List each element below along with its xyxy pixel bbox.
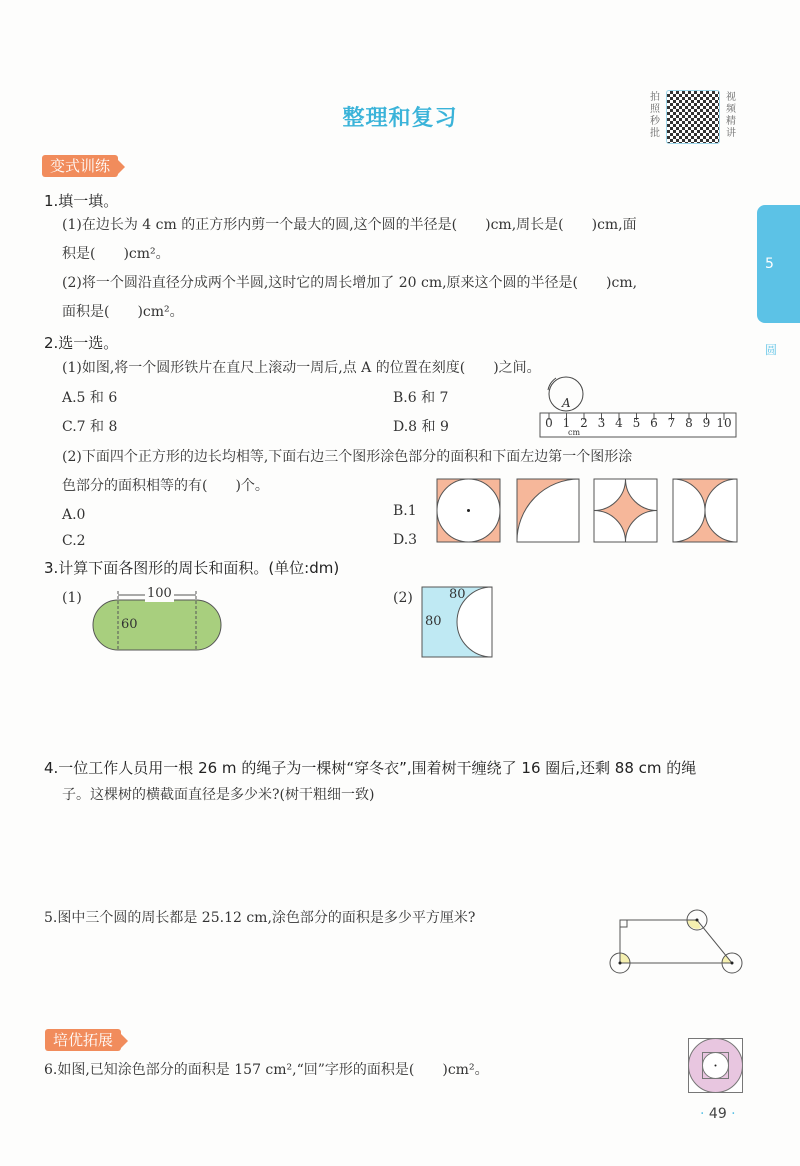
- figure-quarter-circle: [517, 479, 579, 542]
- q1-title: 1.填一填。: [44, 192, 119, 210]
- ruler-tick-label: 6: [650, 416, 658, 430]
- q6-text: 6.如图,已知涂色部分的面积是 157 cm²,“回”字形的面积是( )cm²。: [44, 1062, 489, 1078]
- q2-option-c: C.7 和 8: [62, 419, 118, 435]
- ruler-tick-label: 9: [702, 416, 711, 430]
- section-banner-practice: 变式训练: [42, 155, 118, 177]
- ruler-tick-label: 7: [667, 416, 676, 430]
- page-number: · 49 ·: [700, 1106, 736, 1122]
- ruler-tick-label: 5: [632, 416, 641, 430]
- chapter-name: 圆: [765, 343, 778, 357]
- q1-part2-line1: (2)将一个圆沿直径分成两个半圆,这时它的周长增加了 20 cm,原来这个圆的半径是( )cm,: [62, 275, 638, 291]
- chapter-tab: [757, 205, 800, 323]
- q2-part1: (1)如图,将一个圆形铁片在直尺上滚动一周后,点 A 的位置在刻度( )之间。: [62, 360, 541, 376]
- section-banner-advanced: 培优拓展: [45, 1029, 121, 1051]
- q3-figure1-height: 60: [121, 617, 138, 632]
- figure-circle-in-square: [437, 479, 500, 542]
- q3-figure2-label: (2): [393, 590, 413, 606]
- q1-part1-line2: 积是( )cm²。: [62, 246, 170, 262]
- q3-figure1-width: 100: [147, 586, 172, 601]
- q2-part2-line1: (2)下面四个正方形的边长均相等,下面右边三个图形涂色部分的面积和下面左边第一个图形涂: [62, 449, 633, 465]
- q2-p2-option-a: A.0: [62, 507, 86, 523]
- ruler-tick-label: 8: [685, 416, 693, 430]
- qr-code-icon: [666, 90, 720, 144]
- q5-text: 5.图中三个圆的周长都是 25.12 cm,涂色部分的面积是多少平方厘米?: [44, 910, 476, 926]
- q4-line1: 4.一位工作人员用一根 26 m 的绳子为一棵树“穿冬衣”,围着树干缠绕了 16 圈后,还剩 88 cm 的绳: [44, 759, 697, 777]
- q2-part2-line2: 色部分的面积相等的有( )个。: [62, 478, 269, 494]
- ruler-tick-label: 2: [580, 416, 588, 430]
- q2-option-b: B.6 和 7: [393, 390, 449, 406]
- point-a-label: A: [562, 396, 571, 410]
- q3-figure2-top: 80: [449, 587, 466, 602]
- q1-part2-line2: 面积是( )cm²。: [62, 304, 184, 320]
- q2-p2-option-c: C.2: [62, 533, 86, 549]
- figure-double-semicircle: [673, 479, 737, 542]
- q2-option-d: D.8 和 9: [393, 419, 449, 435]
- q3-figure2-side: 80: [425, 614, 442, 629]
- chapter-number: 5: [765, 256, 774, 272]
- ruler-tick-label: 4: [615, 416, 623, 430]
- q2-title: 2.选一选。: [44, 334, 119, 352]
- q2-option-a: A.5 和 6: [62, 390, 118, 406]
- page-title: 整理和复习: [342, 106, 458, 131]
- ruler-tick-label: 3: [597, 416, 606, 430]
- figure-star: [594, 479, 657, 542]
- qr-caption-right: 视频精讲: [726, 92, 736, 139]
- ruler-tick-label: 1: [562, 416, 571, 430]
- q4-line2: 子。这棵树的横截面直径是多少米?(树干粗细一致): [62, 787, 375, 803]
- q5-figure: [605, 905, 750, 985]
- ruler-tick-label: 10: [716, 416, 732, 430]
- q3-figure1-label: (1): [62, 590, 82, 606]
- ruler-tick-label: 0: [545, 416, 553, 430]
- q1-part1-line1: (1)在边长为 4 cm 的正方形内剪一个最大的圆,这个圆的半径是( )cm,周长是( )cm,面: [62, 217, 637, 233]
- ruler-unit: cm: [568, 428, 581, 437]
- qr-caption-left: 拍照秒批: [650, 92, 660, 139]
- square-figures: [437, 479, 747, 549]
- q3-title: 3.计算下面各图形的周长和面积。(单位:dm): [44, 559, 340, 577]
- q6-figure: [688, 1038, 744, 1094]
- q2-p2-option-d: D.3: [393, 532, 418, 548]
- q2-p2-option-b: B.1: [393, 503, 417, 519]
